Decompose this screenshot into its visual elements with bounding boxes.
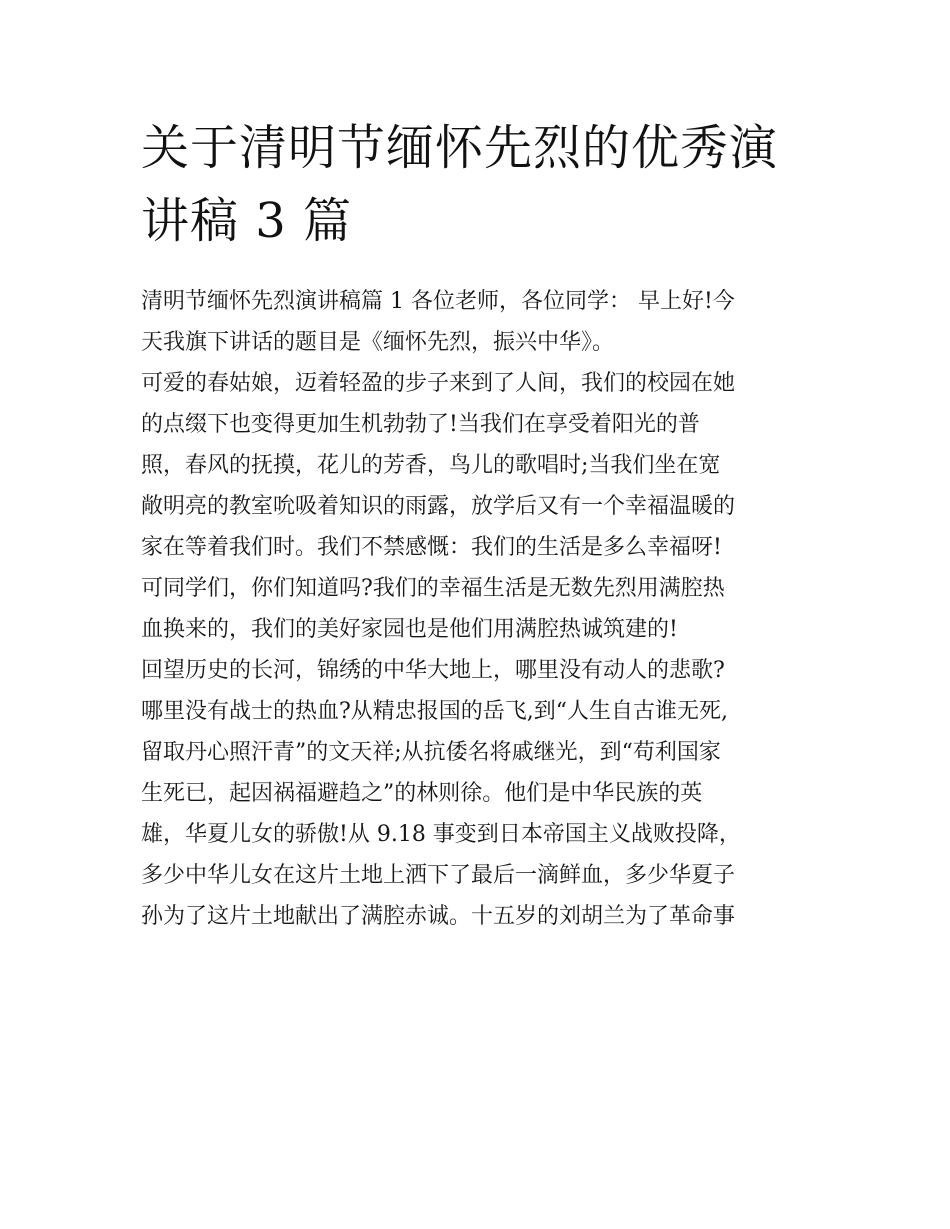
- document-body: [141, 281, 813, 937]
- body-line: 孙为了这片土地献出了满腔赤诚。十五岁的刘胡兰为了革命事: [141, 904, 736, 929]
- body-line: 清明节缅怀先烈演讲稿篇 1 各位老师，各位同学： 早上好!今: [141, 289, 735, 314]
- body-line: 留取丹心照汗青”的文天祥;从抗倭名将戚继光，到“苟利国家: [141, 740, 721, 765]
- body-line: 雄，华夏儿女的骄傲!从 9.18 事变到日本帝国主义战败投降，: [141, 822, 741, 847]
- body-line: 敞明亮的教室吮吸着知识的雨露，放学后又有一个幸福温暖的: [141, 494, 736, 519]
- body-line: 回望历史的长河，锦绣的中华大地上，哪里没有动人的悲歌?: [141, 658, 725, 683]
- body-line: 可同学们，你们知道吗?我们的幸福生活是无数先烈用满腔热: [141, 576, 725, 601]
- body-line: 多少中华儿女在这片土地上洒下了最后一滴鲜血，多少华夏子: [141, 863, 736, 888]
- body-line: 的点缀下也变得更加生机勃勃了!当我们在享受着阳光的普: [141, 412, 700, 437]
- title-line-1: 关于清明节缅怀先烈的优秀演: [141, 120, 779, 176]
- body-line: 哪里没有战士的热血?从精忠报国的岳飞,到“人生自古谁无死,: [141, 699, 729, 724]
- document-title: [141, 112, 821, 258]
- body-line: 生死已，起因祸福避趋之”的林则徐。他们是中华民族的英: [141, 781, 703, 806]
- body-line: 家在等着我们时。我们不禁感慨：我们的生活是多么幸福呀!: [141, 535, 722, 560]
- body-line: 可爱的春姑娘，迈着轻盈的步子来到了人间，我们的校园在她: [141, 371, 736, 396]
- body-line: 天我旗下讲话的题目是《缅怀先烈，振兴中华》。: [141, 330, 615, 355]
- title-line-2: 讲稿 3 篇: [141, 193, 353, 249]
- body-line: 血换来的，我们的美好家园也是他们用满腔热诚筑建的!: [141, 617, 678, 642]
- body-line: 照，春风的抚摸，花儿的芳香，鸟儿的歌唱时;当我们坐在宽: [141, 453, 721, 478]
